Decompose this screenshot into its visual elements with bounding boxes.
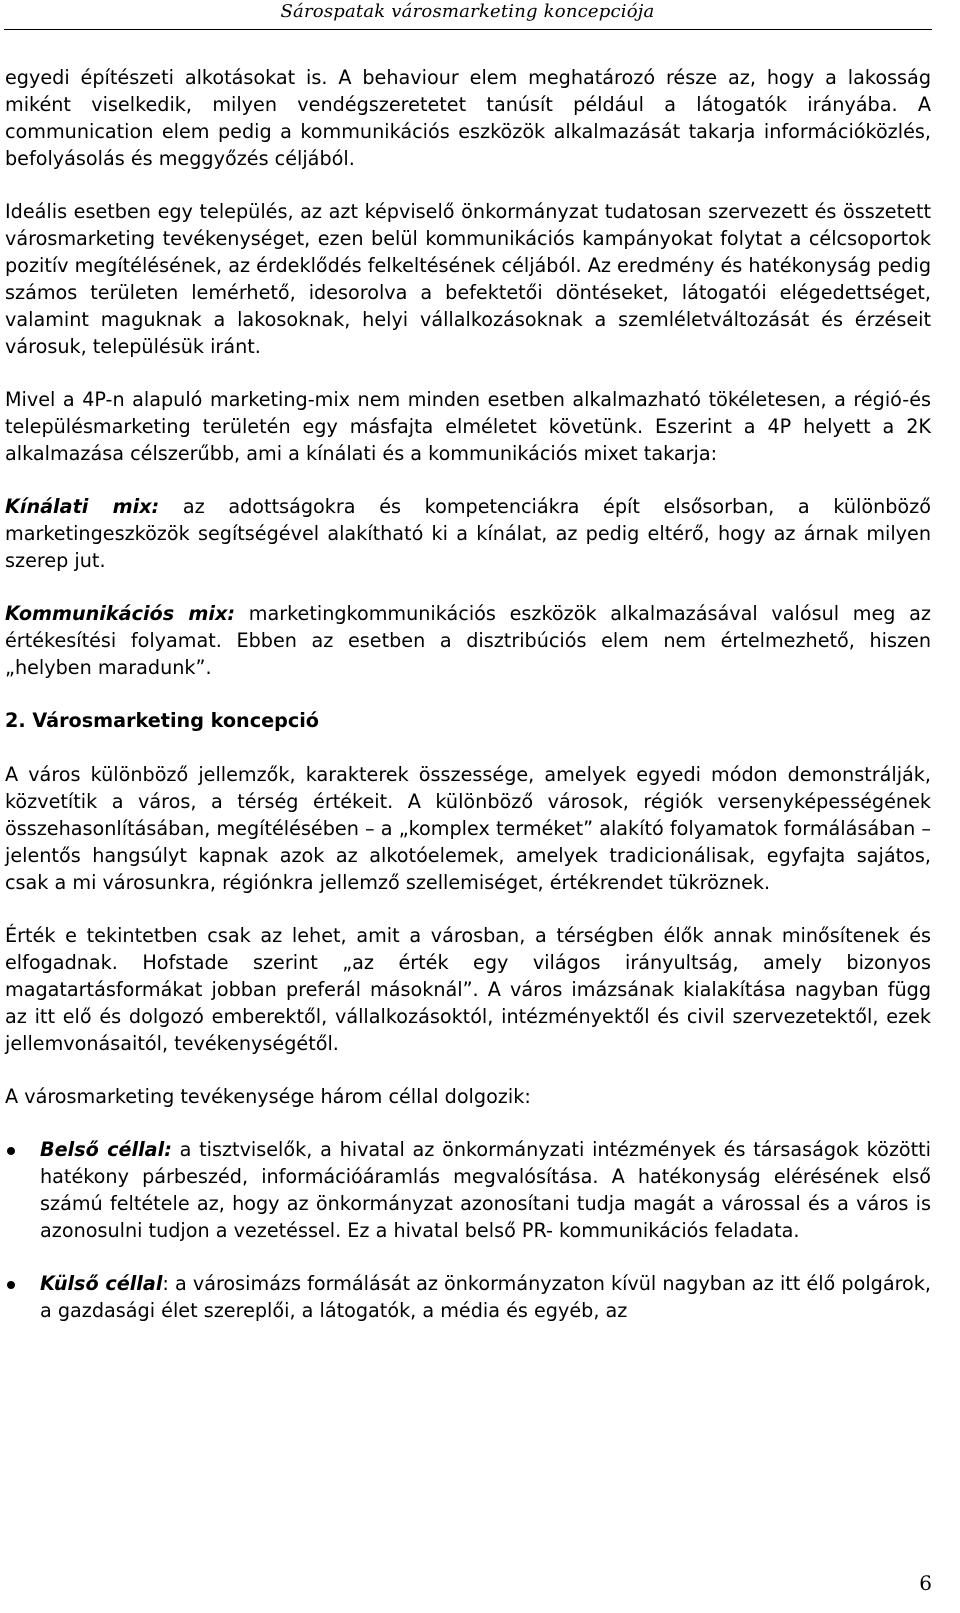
list-item [5, 1270, 931, 1324]
bullet-icon [7, 1147, 15, 1155]
running-header: Sárospatak városmarketing koncepciója [280, 1, 655, 22]
paragraph-8: A városmarketing tevékenysége három céllal dolgozik: [5, 1085, 531, 1108]
paragraph-3: Mivel a 4P-n alapuló marketing-mix nem minden esetben alkalmazható tökéletesen, a régió-és településmarketing területén egy másfajta elméletet követünk. Eszerint a 4P helyett a 2K alkalmazása célszerűbb, ami a kínálati és a kommunikációs mixet takarja: [5, 388, 931, 465]
section-heading: 2. Városmarketing koncepció [5, 709, 319, 732]
supply-mix-text: az adottságokra és kompetenciákra épít elsősorban, a különböző marketingeszközök segítségével alakítható ki a kínálat, az pedig eltérő, hogy az árnak milyen szerep jut. [5, 495, 931, 572]
paragraph-2: Ideális esetben egy település, az azt képviselő önkormányzat tudatosan szervezett és összetett városmarketing tevékenységet, ezen belül kommunikációs kampányokat folytat a célcsoportok pozitív megítélésének, az érdeklődés felkeltésének céljából. Az eredmény és hatékonyság pedig számos területen lemérhető, idesorolva a befektetői döntéseket, látogatói elégedettséget, valamint maguknak a lakosoknak, helyi vállalkozásoknak a szemléletváltozását és érzéseit városuk, településük iránt. [5, 200, 931, 358]
paragraph-1: egyedi építészeti alkotásokat is. A behaviour elem meghatározó része az, hogy a lakosság miként viselkedik, milyen vendégszeretetet tanúsít például a látogatók irányába. A communication elem pedig a kommunikációs eszközök alkalmazását takarja információközlés, befolyásolás és meggyőzés céljából. [5, 66, 931, 170]
paragraph-7: Érték e tekintetben csak az lehet, amit a városban, a térségben élők annak minősítenek és elfogadnak. Hofstade szerint „az érték egy világos irányultság, amely bizonyos magatartásformákat jobban preferál másoknál”. A város imázsának kialakítása nagyban függ az itt elő és dolgozó emberektől, vállalkozásoktól, intézményektől és civil szervezetektől, ezek jellemvonásaitól, tevékenységétől. [5, 924, 931, 1055]
list-item-text: a tisztviselők, a hivatal az önkormányzati intézmények és társaságok közötti hatékony párbeszéd, információáramlás megvalósítása. A hatékonyság elérésének első számú feltétele az, hogy az önkormányzat azonosítani tudja magát a várossal és a város is azonosulni tudjon a vezetéssel. Ez a hivatal belső PR- kommunikációs feladata. [40, 1138, 932, 1242]
paragraph-6: A város különböző jellemzők, karakterek összessége, amelyek egyedi módon demonstrálják, közvetítik a város, a térség értékeit. A különböző városok, régiók versenyképességének összehasonlításában, megítélésében – a „komplex terméket” alakító folyamatok formálásában – jelentős hangsúlyt kapnak azok az alkotóelemek, amelyek tradicionálisak, egyfajta sajátos, csak a mi városunkra, régiónkra jellemző szellemiséget, értékrendet tükröznek. [5, 763, 931, 894]
communication-mix-text: marketingkommunikációs eszközök alkalmazásával valósul meg az értékesítési folyamat. Ebben az esetben a disztribúciós elem nem értelmezhető, hiszen „helyben maradunk”. [5, 602, 931, 679]
paragraph-communication-mix [5, 600, 931, 681]
header-rule [4, 29, 932, 30]
bullet-icon [7, 1281, 15, 1289]
paragraph-supply-mix [5, 493, 931, 574]
supply-mix-term: Kínálati mix: [5, 495, 160, 518]
goals-list [5, 1136, 931, 1324]
list-item-text: : a városimázs formálását az önkormányzaton kívül nagyban az itt élő polgárok, a gazdasági élet szereplői, a látogatók, a média és egyéb, az [40, 1272, 932, 1322]
document-body [5, 64, 931, 1350]
list-item-term: Belső céllal: [40, 1138, 172, 1161]
list-item-term: Külső céllal [40, 1272, 163, 1295]
list-item [5, 1136, 931, 1244]
communication-mix-term: Kommunikációs mix: [5, 602, 236, 625]
page-number: 6 [919, 1571, 932, 1595]
